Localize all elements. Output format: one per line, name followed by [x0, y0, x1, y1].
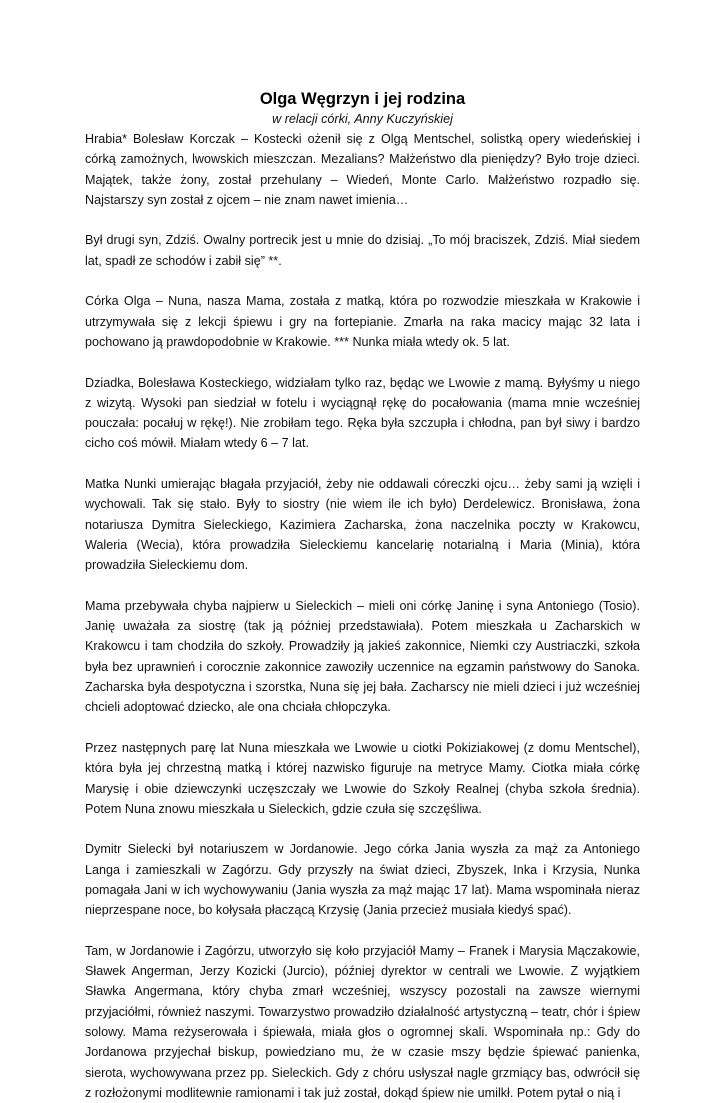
paragraph-8: Dymitr Sielecki był notariuszem w Jordanowie. Jego córka Jania wyszła za mąż za Antoniego Langa i zamieszkali w Zagórzu. Gdy przyszły na świat dzieci, Zbyszek, Inka i Krzysia, Nunka pomagała Jani w ich wychowywaniu (Jania wyszła za mąż mając 17 lat). Mama wspominała nieraz nieprzespane noce, bo kołysała płaczącą Krzysię (Jania przecież musiała kiedyś spać). — [85, 842, 640, 918]
document-body — [85, 88, 640, 1103]
paragraph-2: Był drugi syn, Zdziś. Owalny portrecik jest u mnie do dzisiaj. „To mój braciszek, Zdziś. Miał siedem lat, spadł ze schodów i zabił się” **. — [85, 233, 640, 268]
paragraph-3: Córka Olga – Nuna, nasza Mama, została z matką, która po rozwodzie mieszkała w Krakowie i utrzymywała się z lekcji śpiewu i gry na fortepianie. Zmarła na raka macicy mając 32 lata i pochowano ją prawdopodobnie w Krakowie. *** Nunka miała wtedy ok. 5 lat. — [85, 294, 640, 349]
paragraph-6: Mama przebywała chyba najpierw u Sieleckich – mieli oni córkę Janinę i syna Antoniego (Tosio). Janię uważała za siostrę (tak ją później przedstawiała). Potem mieszkała u Zacharskich w Krakowcu i tam chodziła do szkoły. Prowadziły ją jakieś zakonnice, Niemki czy Austriaczki, szkoła była bez uprawnień i corocznie zakonnice zawoziły uczennice na egzamin państwowy do Sanoka. Zacharska była despotyczna i szorstka, Nuna się jej bała. Zacharscy nie mieli dzieci i już wcześniej chcieli adoptować dziecko, ale ona chciała chłopczyka. — [85, 598, 640, 715]
paragraph-7: Przez następnych parę lat Nuna mieszkała we Lwowie u ciotki Pokiziakowej (z domu Mentschel), która była jej chrzestną matką i której nazwisko figuruje na metryce Mamy. Ciotka miała córkę Marysię i obie dziewczynki uczęszczały we Lwowie do Szkoły Realnej (chyba szkoła średnia). Potem Nuna znowu mieszkała u Sieleckich, gdzie czuła się szczęśliwa. — [85, 740, 640, 816]
document-subtitle: w relacji córki, Anny Kuczyńskiej — [272, 112, 453, 126]
paragraph-9: Tam, w Jordanowie i Zagórzu, utworzyło się koło przyjaciół Mamy – Franek i Marysia Mączakowie, Sławek Angerman, Jerzy Kozicki (Jurcio), później dyrektor w centrali we Lwowie. Z wyjątkiem Sławka Angermana, który chyba zmarł wcześniej, wszyscy pozostali na zawsze wiernymi przyjaciółmi, również naszymi. Towarzystwo prowadziło działalność artystyczną – teatr, chór i śpiew solowy. Mama reżyserowała i śpiewała, miała głos o ogromnej skali. Wspominała np.: Gdy do Jordanowa przyjechał biskup, powiedziano mu, że w czasie mszy będzie śpiewać panienka, sierota, wychowywana przez pp. Sieleckich. Gdy z chóru usłyszał nagle grzmiący bas, odwrócił się z rozłożonymi modlitewnie ramionami i tak już został, dokąd śpiew nie umilkł. Potem pytał o nią i — [85, 943, 640, 1100]
paragraph-5: Matka Nunki umierając błagała przyjaciół, żeby nie oddawali córeczki ojcu… żeby sami ją wzięli i wychowali. Tak się stało. Były to siostry (nie wiem ile ich było) Derdelewicz. Bronisława, żona notariusza Dymitra Sieleckiego, Kazimiera Zacharska, żona naczelnika poczty w Krakowcu, Waleria (Wecia), która prowadziła Sieleckiemu kancelarię notarialną i Maria (Minia), która prowadziła Sieleckiemu dom. — [85, 477, 640, 573]
paragraph-4: Dziadka, Bolesława Kosteckiego, widziałam tylko raz, będąc we Lwowie z mamą. Byłyśmy u niego z wizytą. Wysoki pan siedział w fotelu i wyciągnął rękę do pocałowania (mama mnie wcześniej pouczała: pocałuj w rękę!). Nie zrobiłam tego. Ręka była szczupła i chłodna, pan był siwy i bardzo cicho coś mówił. Miałam wtedy 6 – 7 lat. — [85, 375, 640, 451]
document-title: Olga Węgrzyn i jej rodzina — [259, 90, 466, 108]
paragraph-1: Hrabia* Bolesław Korczak – Kostecki ożenił się z Olgą Mentschel, solistką opery wiedeńskiej i córką zamożnych, lwowskich mieszczan. Mezalians? Małżeństwo dla pieniędzy? Było troje dzieci. Majątek, także żony, został przehulany – Wiedeń, Monte Carlo. Małżeństwo rozpadło się. Najstarszy syn został z ojcem – nie znam nawet imienia… — [85, 132, 640, 207]
